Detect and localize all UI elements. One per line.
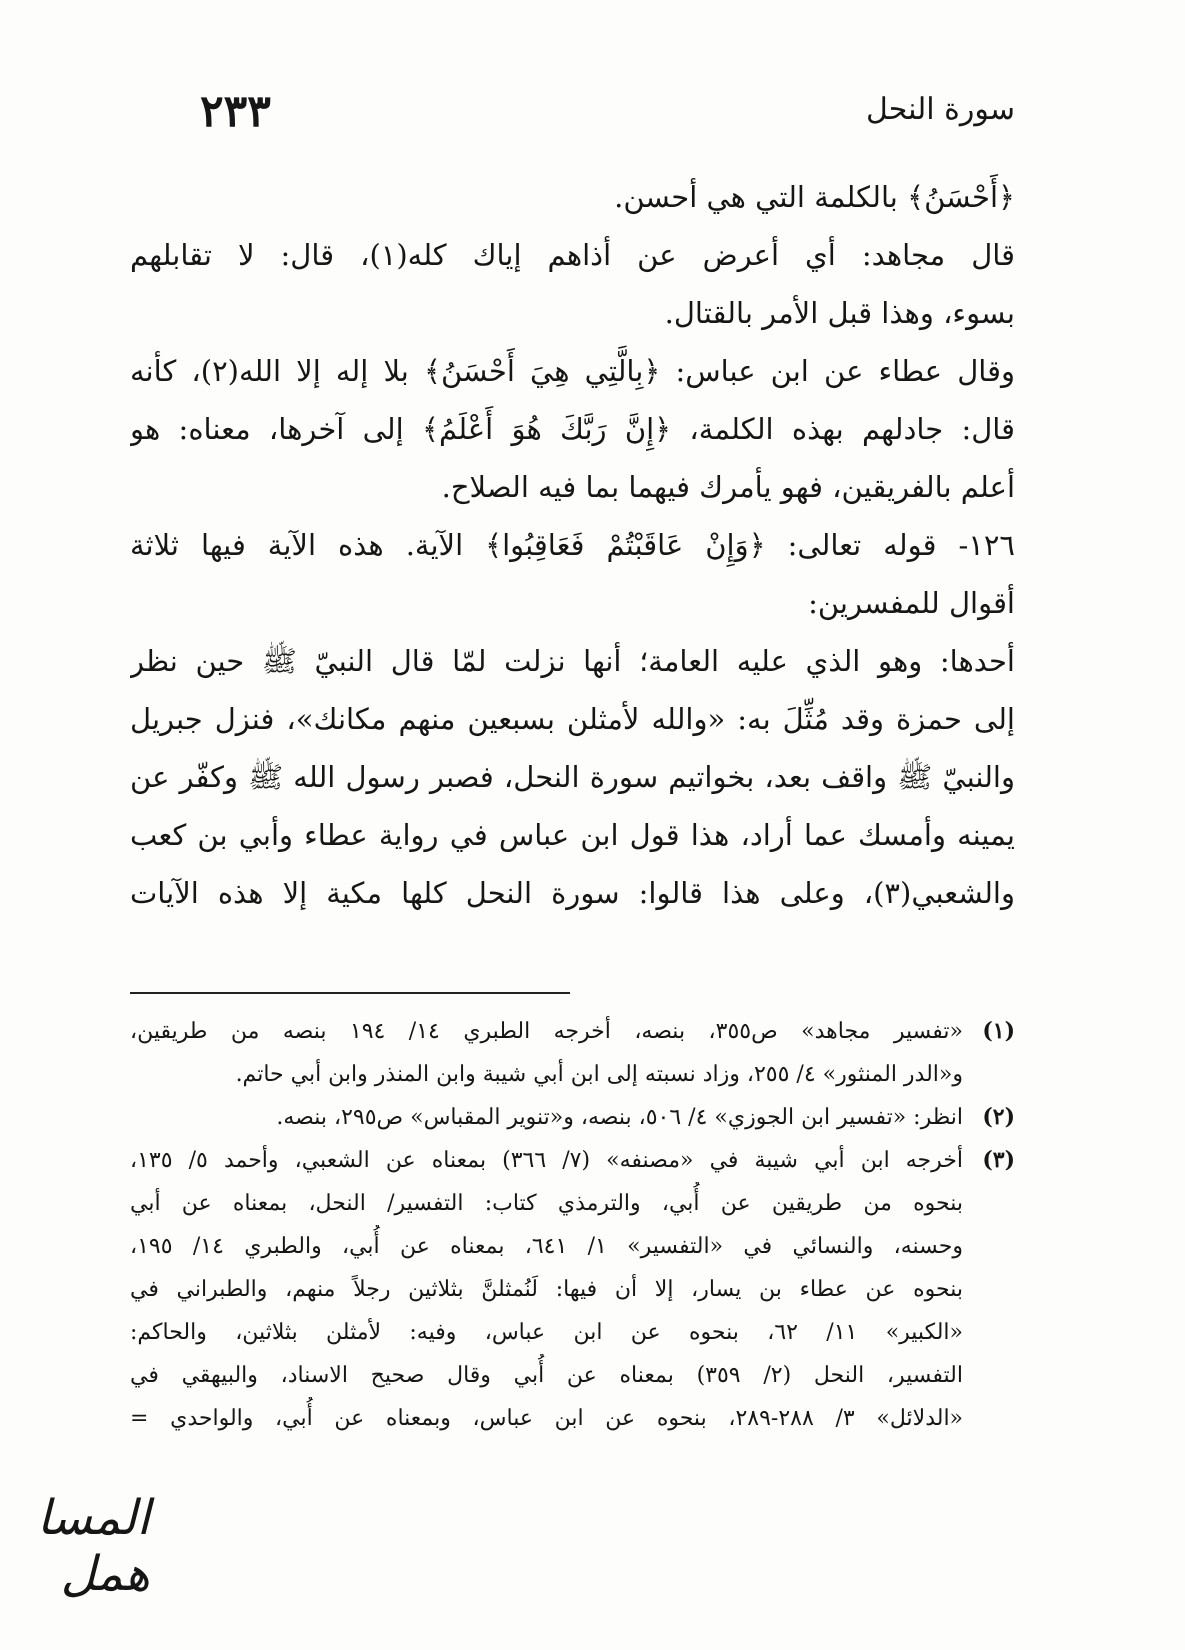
footnote-line — [130, 1096, 1015, 1139]
text-line: قال: جادلهم بهذه الكلمة، ﴿إِنَّ رَبَّكَ هُوَ أَعْلَمُ﴾ إلى آخرها، معناه: هو — [130, 412, 1015, 446]
text-line: وقال عطاء عن ابن عباس: ﴿بِالَّتِي هِيَ أَحْسَنُ﴾ بلا إله إلا الله(٢)، كأنه — [130, 354, 1015, 388]
text-line: والشعبي(٣)، وعلى هذا قالوا: سورة النحل كلها مكية إلا هذه الآيات — [130, 876, 1015, 910]
footnote-number: (١) — [982, 1018, 1015, 1044]
text-line: والنبيّ ﷺ واقف بعد، بخواتيم سورة النحل، فصبر رسول الله ﷺ وكفّر عن — [130, 760, 1015, 794]
text-line: إلى حمزة وقد مُثِّلَ به: «والله لأمثلن بسبعين منهم مكانك»، فنزل جبريل — [130, 702, 1015, 736]
footnote-number: (٢) — [982, 1104, 1015, 1130]
footnote-line — [130, 1354, 1015, 1397]
footnote-line — [130, 1139, 1015, 1182]
footnote-line — [130, 1010, 1015, 1053]
publisher-logo: المسا همل — [36, 1490, 150, 1602]
text-line: أحدها: وهو الذي عليه العامة؛ أنها نزلت لمّا قال النبيّ ﷺ حين نظر — [130, 644, 1015, 678]
page-header — [150, 78, 1015, 138]
footnote-text: أخرجه ابن أبي شيبة في «مصنفه» (٧/ ٣٦٦) بمعناه عن الشعبي، وأحمد ٥/ ١٣٥، — [130, 1148, 964, 1173]
footnote-divider — [130, 992, 570, 994]
text-line: أعلم بالفريقين، فهو يأمرك فيهما بما فيه الصلاح. — [441, 470, 1015, 504]
main-text — [130, 168, 1015, 922]
text-line: بسوء، وهذا قبل الأمر بالقتال. — [664, 296, 1015, 330]
footnote-text: «الدلائل» ٣/ ٢٨٨-٢٨٩، بنحوه عن ابن عباس، وبمعناه عن أُبي، والواحدي = — [130, 1406, 964, 1431]
text-line: يمينه وأمسك عما أراد، هذا قول ابن عباس في رواية عطاء وأبي بن كعب — [130, 818, 1015, 852]
text-line: ﴿أَحْسَنُ﴾ بالكلمة التي هي أحسن. — [614, 180, 1015, 214]
footnote-line — [130, 1053, 1015, 1096]
footnote-text: التفسير، النحل (٢/ ٣٥٩) بمعناه عن أُبي وقال صحيح الاسناد، والبيهقي في — [130, 1363, 963, 1388]
page-number: ٢٣٣ — [200, 86, 271, 137]
footnote-line — [130, 1182, 1015, 1225]
text-line: أقوال للمفسرين: — [808, 586, 1015, 620]
footnote-line — [130, 1268, 1015, 1311]
running-title: سورة النحل — [866, 92, 1015, 127]
footnote-line — [130, 1225, 1015, 1268]
footnote-text: انظر: «تفسير ابن الجوزي» ٤/ ٥٠٦، بنصه، و«تنوير المقباس» ص٢٩٥، بنصه. — [276, 1105, 963, 1130]
footnote-text: وحسنه، والنسائي في «التفسير» ١/ ٦٤١، بمعناه عن أُبي، والطبري ١٤/ ١٩٥، — [130, 1234, 964, 1259]
footnote-text: و«الدر المنثور» ٤/ ٢٥٥، وزاد نسبته إلى ابن أبي شيبة وابن المنذر وابن أبي حاتم. — [235, 1062, 963, 1087]
footnotes — [130, 1010, 1015, 1440]
text-line: ١٢٦- قوله تعالى: ﴿وَإِنْ عَاقَبْتُمْ فَعَاقِبُوا﴾ الآية. هذه الآية فيها ثلاثة — [130, 528, 1015, 562]
footnote-line — [130, 1397, 1015, 1440]
text-line: قال مجاهد: أي أعرض عن أذاهم إياك كله(١)، قال: لا تقابلهم — [130, 238, 1015, 272]
footnote-line — [130, 1311, 1015, 1354]
footnote-text: «تفسير مجاهد» ص٣٥٥، بنصه، أخرجه الطبري ١٤/ ١٩٤ بنصه من طريقين، — [130, 1019, 963, 1044]
footnote-text: بنحوه عن عطاء بن يسار، إلا أن فيها: لَنُمثلنَّ بثلاثين رجلاً منهم، والطبراني في — [130, 1277, 963, 1302]
footnote-text: «الكبير» ١١/ ٦٢، بنحوه عن ابن عباس، وفيه: لأمثلن بثلاثين، والحاكم: — [130, 1320, 964, 1345]
footnote-text: بنحوه من طريقين عن أُبي، والترمذي كتاب: التفسير/ النحل، بمعناه عن أبي — [130, 1191, 963, 1216]
footnote-number: (٣) — [982, 1147, 1015, 1173]
